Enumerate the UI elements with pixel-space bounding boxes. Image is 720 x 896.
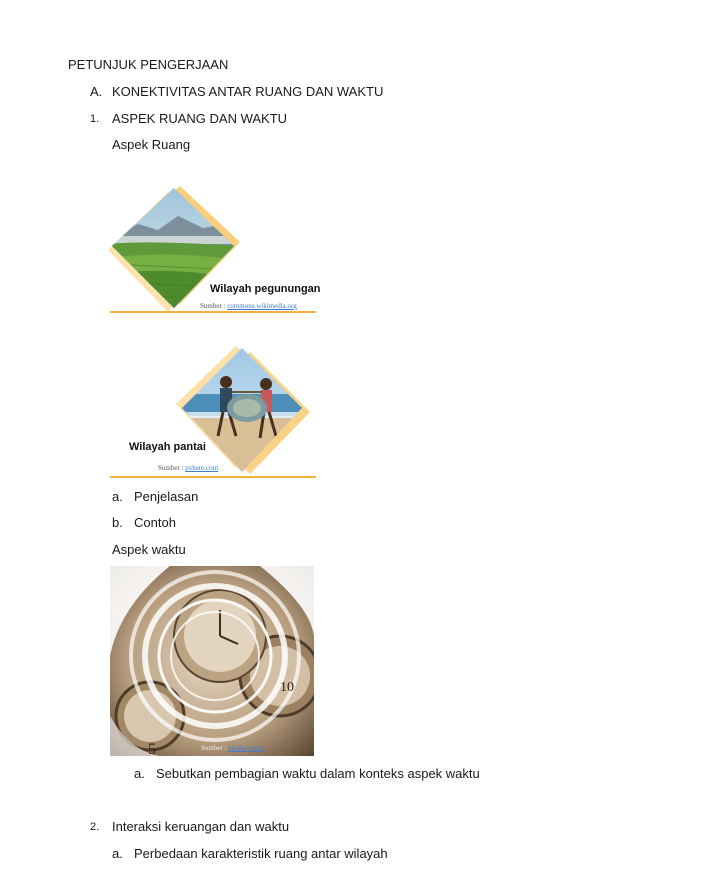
mountain-source (200, 302, 297, 311)
list-item2-marker-a: a. (112, 846, 123, 861)
clock-source-link[interactable]: pixabay.com (228, 744, 264, 752)
clock-source-prefix: Sumber : (201, 744, 229, 752)
list-ruang-marker-a: a. (112, 489, 123, 504)
list-waktu-marker-a: a. (134, 766, 145, 781)
mountain-source-link[interactable]: commons.wikimedia.org (227, 302, 297, 310)
list-ruang-text-b: Contoh (134, 515, 176, 530)
list-waktu-text-a: Sebutkan pembagian waktu dalam konteks aspek waktu (156, 766, 480, 781)
clock-source (201, 744, 264, 753)
section-a-marker: A. (90, 84, 103, 99)
svg-text:5: 5 (148, 741, 156, 756)
item-2-title: Interaksi keruangan dan waktu (112, 819, 290, 834)
item-1-title: ASPEK RUANG DAN WAKTU (112, 111, 288, 126)
mountain-caption: Wilayah pegunungan (210, 283, 321, 295)
page-heading: PETUNJUK PENGERJAAN (68, 57, 229, 72)
beach-source-prefix: Sumber : (158, 464, 186, 472)
list-ruang-marker-b: b. (112, 515, 123, 530)
list-ruang-text-a: Penjelasan (134, 489, 199, 504)
beach-divider (110, 476, 316, 478)
item-2-marker: 2. (90, 821, 100, 833)
aspek-ruang-label: Aspek Ruang (112, 137, 191, 152)
beach-figure (176, 346, 312, 474)
list-item2-text-a: Perbedaan karakteristik ruang antar wilayah (134, 846, 388, 861)
mountain-figure (108, 186, 318, 316)
mountain-divider (110, 311, 316, 313)
item-1-marker: 1. (90, 113, 100, 125)
svg-text:10: 10 (280, 680, 294, 695)
section-a-title: KONEKTIVITAS ANTAR RUANG DAN WAKTU (112, 84, 384, 99)
clock-figure (110, 566, 314, 756)
beach-source-link[interactable]: pxhere.com (185, 464, 219, 472)
beach-caption: Wilayah pantai (129, 441, 206, 453)
beach-source (158, 464, 218, 473)
mountain-source-prefix: Sumber : (200, 302, 228, 310)
aspek-waktu-label: Aspek waktu (112, 542, 186, 557)
